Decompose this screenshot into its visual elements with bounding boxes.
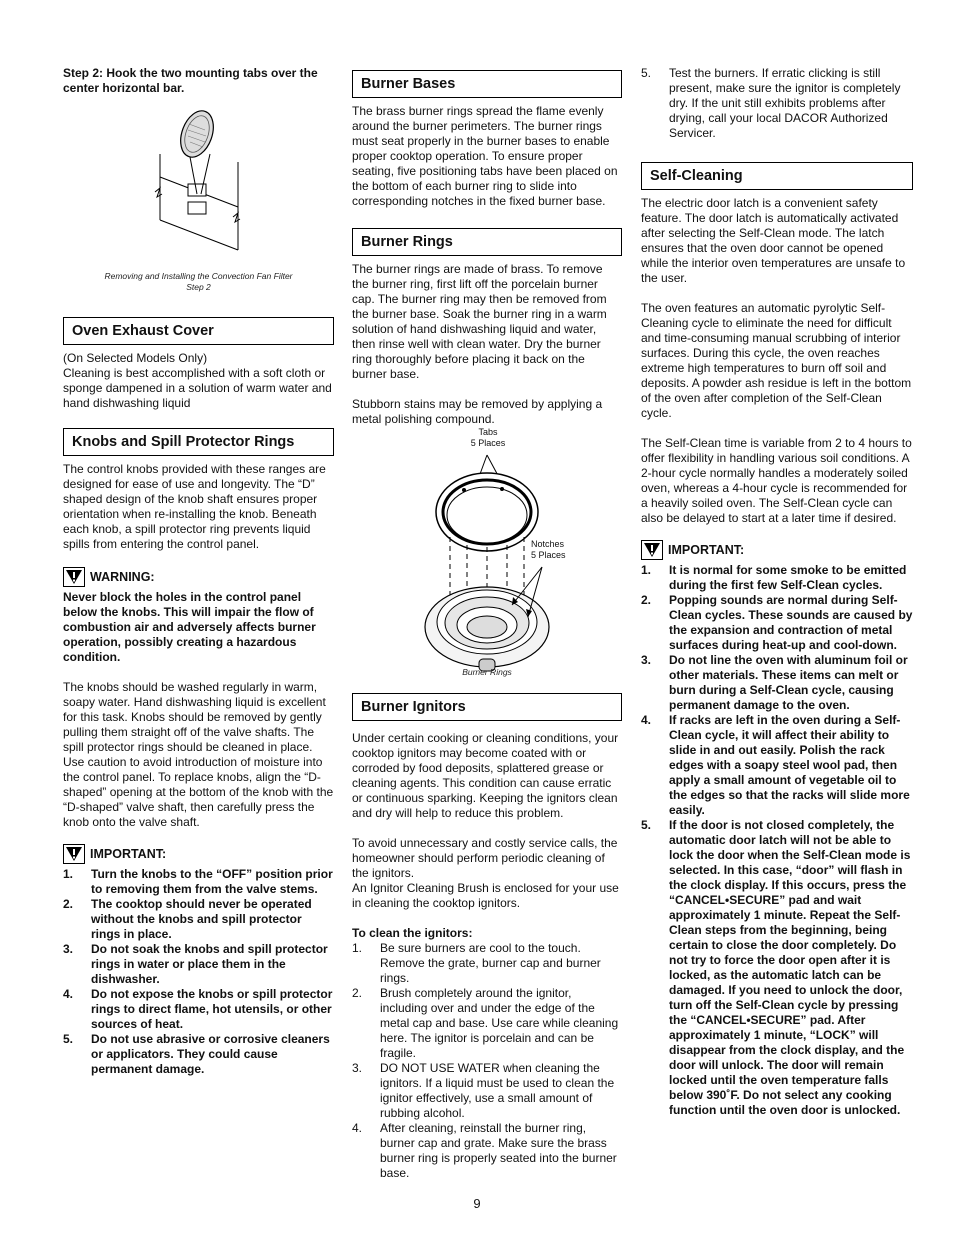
list-item: 1. Turn the knobs to the “OFF” position prior to removing them from the valve stems. <box>63 867 333 896</box>
self-clean-paragraph-2: The oven features an automatic pyrolytic Self-Cleaning cycle to eliminate the need for difficult and time-consuming manual scrubbing of interior surfaces. During this cycle, the oven reaches extreme high temperatures to burn off soil and deposits. A powder ash residue is left in the bottom of the oven after completion of the Self-Clean cycle. <box>641 301 912 420</box>
knobs-paragraph-2: The knobs should be washed regularly in warm, soapy water. Hand dishwashing liquid is excellent for this task. Knobs should be removed by gently pulling them straight off of the valve shafts. The spill protector rings should be cleaned in place. Use caution to avoid introduction of moisture into the control panel. To replace knobs, align the “D-shaped” opening at the bottom of the knob with the “D-shaped” valve shaft, then carefully press the knob onto the valve shaft. <box>63 680 334 829</box>
list-item: 4. After cleaning, reinstall the burner ring, burner cap and grate. Make sure the brass burner ring is properly seated into the burner base. <box>352 1121 617 1180</box>
warning-icon <box>641 540 663 560</box>
important-header-left <box>63 843 334 865</box>
list-item: 2. Brush completely around the ignitor, including over and under the edge of the metal cap and base. Use care while cleaning here. The ignitor is porcelain and can be fragile. <box>352 986 619 1060</box>
figure-caption <box>63 271 334 293</box>
list-item: 4. If racks are left in the oven during a Self-Clean cycle, it will affect their ability to slide in and out easily. Polish the rack edges with a soapy steel wool pad, then apply a small amount of vegetable oil to the edges so that the racks will slide more easily. <box>641 713 910 817</box>
column-left <box>63 66 334 1077</box>
burner-rings-figure <box>352 427 622 682</box>
warning-icon <box>63 844 85 864</box>
column-middle <box>352 70 622 1181</box>
exhaust-note: (On Selected Models Only) <box>63 351 208 365</box>
section-heading-burner-rings: Burner Rings <box>352 228 622 256</box>
self-clean-paragraph-3: The Self-Clean time is variable from 2 to 4 hours to offer flexibility in handling various soil conditions. A 2-hour cycle normally handles a moderately soiled oven, whereas a 4-hour cycle is recommended for a heavily soiled oven. The Self-Clean cycle can also be delayed to start at a later time if desired. <box>641 436 912 525</box>
rings-paragraph-1: The burner rings are made of brass. To remove the burner ring, first lift off the porcelain burner cap. The burner ring may then be removed from the burner base. Soak the burner ring in a warm solution of hand dishwashing liquid and water, then rinse well with clean water. Dry the burner ring thoroughly before placing it back on the burner base. <box>352 262 607 381</box>
tabs-label: Tabs 5 Places <box>470 427 506 448</box>
list-item: 5. Test the burners. If erratic clicking is still present, make sure the ignitor is completely dry. If the unit still exhibits problems after drying, call your local DACOR Authorized Servicer. <box>641 66 901 140</box>
list-item: 4. Do not expose the knobs or spill protector rings to direct flame, hot utensils, or other sources of heat. <box>63 987 333 1031</box>
section-heading-knobs: Knobs and Spill Protector Rings <box>63 428 334 456</box>
figure-caption-line2: Step 2 <box>186 282 211 292</box>
list-item: 1. It is normal for some smoke to be emitted during the first few Self-Clean cycles. <box>641 563 907 592</box>
important-label: IMPORTANT: <box>90 846 167 861</box>
list-item: 5. If the door is not closed completely, the automatic door latch will not be able to lock the door when the Self-Clean mode is selected. In this case, “door” will flash in the clock display. If this occurs, press the “CANCEL•SECURE” pad and wait approximately 1 minute. Repeat the Self-Clean steps from the beginning, being certain to close the door completely. Do not try to force the door open after it is locked, as the automatic latch can be damaged. If you need to unlock the door, turn off the Self-Clean cycle by pressing the “CANCEL•SECURE” pad. After approximately 1 minute, “LOCK” will disappear from the clock display, and the door will unlock. The door will remain locked until the oven temperature falls below 390˚F. Do not select any cooking function until the oven door is unlocked. <box>641 818 911 1117</box>
list-item: 2. Popping sounds are normal during Self-Clean cycles. These sounds are caused by the expansion and contraction of metal surfaces during heat-up and cool-down. <box>641 593 913 652</box>
section-heading-burner-ignitors: Burner Ignitors <box>352 693 622 721</box>
list-item: 3. Do not line the oven with aluminum foil or other materials. These items can melt or burn during a Self-Clean cycle, causing permanent damage to the oven. <box>641 653 908 712</box>
warning-label: WARNING: <box>90 569 155 584</box>
notches-label: Notches 5 Places <box>531 539 566 560</box>
section-heading-oven-exhaust: Oven Exhaust Cover <box>63 317 334 345</box>
ignitors-paragraph-3: An Ignitor Cleaning Brush is enclosed for your use in cleaning the cooktop ignitors. <box>352 881 619 910</box>
list-item: 1. Be sure burners are cool to the touch. Remove the grate, burner cap and burner rings. <box>352 941 601 985</box>
important-header-right <box>641 539 913 561</box>
rings-paragraph-2: Stubborn stains may be removed by applying a metal polishing compound. <box>352 397 603 426</box>
section-heading-burner-bases: Burner Bases <box>352 70 622 98</box>
warning-header <box>63 566 334 588</box>
page-number: 9 <box>473 1196 481 1211</box>
important-list-left <box>63 867 334 1077</box>
list-item: 5. Do not use abrasive or corrosive cleaners or applicators. They could cause permanent damage. <box>63 1032 330 1076</box>
list-item: 2. The cooktop should never be operated without the knobs and spill protector rings in place. <box>63 897 312 941</box>
warning-text: Never block the holes in the control panel below the knobs. This will impair the flow of combustion air and adversely affects burner operation, possibly creating a hazardous condition. <box>63 590 316 664</box>
important-label: IMPORTANT: <box>668 542 745 557</box>
warning-icon <box>63 567 85 587</box>
clean-ignitors-label: To clean the ignitors: <box>352 926 473 940</box>
figure-caption-line1: Removing and Installing the Convection Fan Filter <box>104 271 293 281</box>
self-clean-paragraph-1: The electric door latch is a convenient safety feature. The door latch is automatically activated after selecting the Self-Clean mode. The latch ensures that the oven door cannot be opened while the interior oven temperatures are unsafe to the user. <box>641 196 906 285</box>
clean-ignitors-list-continued <box>641 66 913 141</box>
section-heading-self-cleaning: Self-Cleaning <box>641 162 913 190</box>
list-item: 3. DO NOT USE WATER when cleaning the ignitors. If a liquid must be used to clean the ignitor effectively, use a small amount of rubbing alcohol. <box>352 1061 615 1120</box>
ignitors-paragraph-2: To avoid unnecessary and costly service calls, the homeowner should perform periodic cleaning of the ignitors. <box>352 836 618 880</box>
important-list-right <box>641 563 913 1118</box>
bases-paragraph: The brass burner rings spread the flame evenly around the burner perimeters. The burner rings must seat properly in the burner bases to enable proper cooktop operation. To ensure proper seating, five positioning tabs have been placed on the bottom of each burner ring to slide into corresponding notches in the fixed burner base. <box>352 104 618 208</box>
convection-fan-filter-illustration <box>63 102 334 267</box>
step2-instruction: Step 2: Hook the two mounting tabs over the center horizontal bar. <box>63 66 318 95</box>
ignitors-paragraph-1: Under certain cooking or cleaning conditions, your cooktop ignitors may become coated with or corroded by food deposits, splattered grease or cleaning agents. This condition can cause erratic or continuous sparking. Keeping the ignitors clean and dry will help to reduce this problem. <box>352 731 619 820</box>
burner-rings-caption: Burner Rings <box>462 667 512 677</box>
column-right <box>641 66 913 1118</box>
exhaust-paragraph: Cleaning is best accomplished with a soft cloth or sponge dampened in a solution of warm water and hand dishwashing liquid <box>63 366 332 410</box>
list-item: 3. Do not soak the knobs and spill protector rings in water or place them in the dishwasher. <box>63 942 328 986</box>
clean-ignitors-list <box>352 941 622 1181</box>
knobs-paragraph-1: The control knobs provided with these ranges are designed for ease of use and longevity. The “D” shaped design of the knob shaft ensures proper orientation when re-installing the knob. Beneath each knob, a spill protector ring prevents liquid spills from entering the control panel. <box>63 462 326 551</box>
